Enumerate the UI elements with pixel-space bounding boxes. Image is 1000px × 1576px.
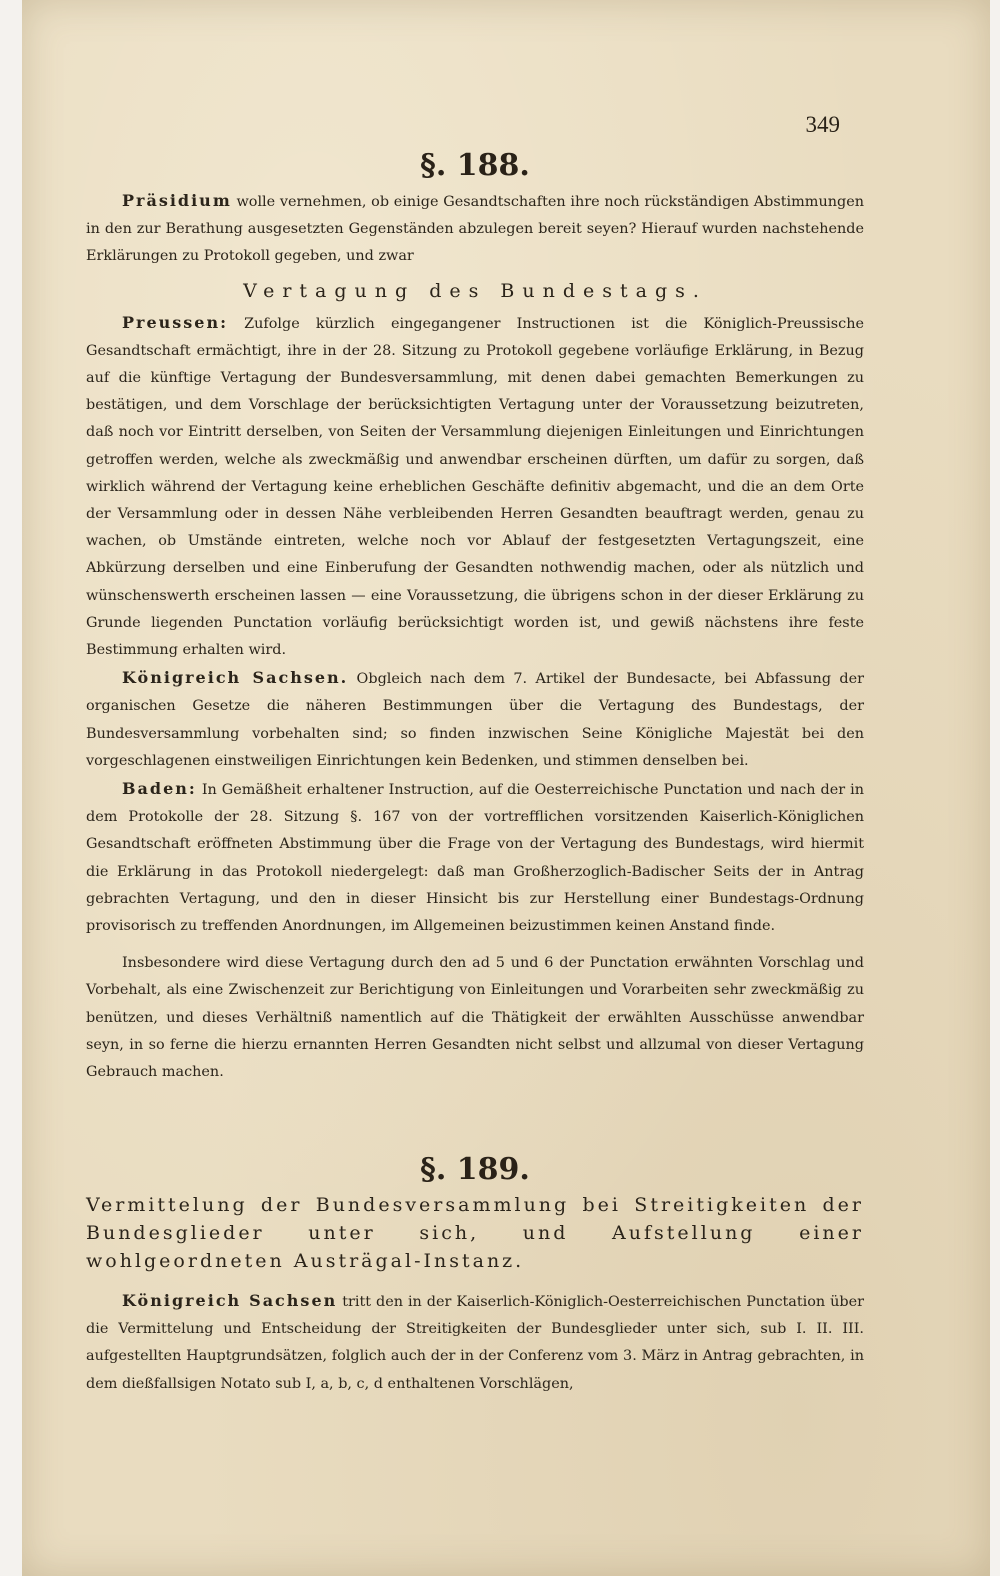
section-188 [86,148,864,1086]
paragraph-text: Zufolge kürzlich eingegangener Instructionen ist die Königlich-Preussische Gesandtschaft ermächtigt, ihre in der 28. Sitzung zu Protokoll gegebene vorläufige Erklärung, in Bezug auf die künftige Vertagung der Bundesversammlung, mit denen dabei gemachten Bemerkungen zu bestätigen, und dem Vorschlage der berücksichtigten Vertagung unter der Voraussetzung beizutreten, daß noch vor Eintritt derselben, von Seiten der Versammlung diejenigen Einleitungen und Einrichtungen getroffen werden, welche als zweckmäßig und anwendbar erscheinen dürften, um dafür zu sorgen, daß wirklich während der Vertagung keine erheblichen Geschäfte definitiv abgemacht, und die an dem Orte der Versammlung oder in dessen Nähe verbleibenden Herren Gesandten beauftragt werden, genau zu wachen, ob Umstände eintreten, welche noch vor Ablauf der festgesetzten Vertagungszeit, eine Abkürzung derselben und eine Einberufung der Gesandten nothwendig machen, oder als nützlich und wünschenswerth erscheinen lassen — eine Voraussetzung, die übrigens schon in der dieser Erklärung zu Grunde liegenden Punctation vorläufig berücksichtigt worden ist, und gewiß nächstens ihre feste Bestimmung erhalten wird. [86,315,864,659]
paragraph-text: In Gemäßheit erhaltener Instruction, auf die Oesterreichische Punctation und nach der in dem Protokolle der 28. Sitzung §. 167 von der vortrefflichen vorsitzenden Kaiserlich-Königlichen Gesandtschaft eröffneten Abstimmung über die Frage von der Vertagung des Bundestags, wird hiermit die Erklärung in das Protokoll niedergelegt: daß man Großherzoglich-Badischer Seits der in Antrag gebrachten Vertagung, und den in dieser Hinsicht bis zur Herstellung einer Bundestags-Ordnung provisorisch zu treffenden Anordnungen, im Allgemeinen beizustimmen keinen Anstand finde. [86,782,864,935]
page-number: 349 [805,112,840,137]
paragraph-text: Insbesondere wird diese Vertagung durch den ad 5 und 6 der Punctation erwähnten Vorschlag und Vorbehalt, als eine Zwischenzeit zur Berichtigung von Einleitungen und Vorarbeiten sehr zweckmäßig zu benützen, und dieses Verhältniß namentlich auf die Thätigkeit der erwählten Ausschüsse anwendbar seyn, in so ferne die hierzu ernannten Herren Gesandten nicht selbst und allzumal von dieser Vertagung Gebrauch machen. [86,955,864,1081]
paragraph [86,1287,864,1398]
section-heading: Vertagung des Bundestags. [243,279,707,302]
speaker-lead: Preussen: [122,312,229,332]
book-page [22,0,990,1576]
paragraph-text: Obgleich nach dem 7. Artikel der Bundesacte, bei Abfassung der organischen Gesetze die näheren Bestimmungen über die Vertagung des Bundestags, der Bundesversammlung vorbehalten sind; so finden inzwischen Seine Königliche Majestät bei den vorgeschlagenen einstweiligen Einrichtungen kein Bedenken, und stimmen denselben bei. [86,671,864,769]
paragraph [86,775,864,940]
section-number: §. 189. [420,1152,530,1187]
speaker-lead: Königreich Sachsen [122,1291,338,1310]
intro-text: wolle vernehmen, ob einige Gesandtschaften ihre noch rückständigen Abstimmungen in den zur Berathung ausgesetzten Gegenständen abzulegen bereit seyen? Hierauf wurden nachstehende Erklärungen zu Protokoll gegeben, und zwar [86,194,864,265]
paragraph-text: tritt den in der Kaiserlich-Königlich-Oesterreichischen Punctation über die Vermittelung und Entscheidung der Streitigkeiten der Bundesglieder unter sich, sub I. II. III. aufgestellten Hauptgrundsätzen, folglich auch der in der Conferenz vom 3. März in Antrag gebrachten, in dem dießfallsigen Notato sub I, a, b, c, d enthaltenen Vorschlägen, [86,1294,865,1392]
speaker-lead: Königreich Sachsen. [122,668,349,688]
section-intro [86,187,864,271]
section-189 [86,1152,864,1398]
section-heading: Vermittelung der Bundesversammlung bei Streitigkeiten der Bundesglieder unter sich, und Aufstellung einer wohlgeordneten Austrägal-Instanz. [86,1194,864,1272]
speaker-lead: Präsidium [122,191,232,210]
paragraph [86,950,864,1086]
paragraph [86,309,864,665]
paragraph [86,664,864,775]
section-number: §. 188. [420,148,530,183]
speaker-lead: Baden: [122,779,197,799]
